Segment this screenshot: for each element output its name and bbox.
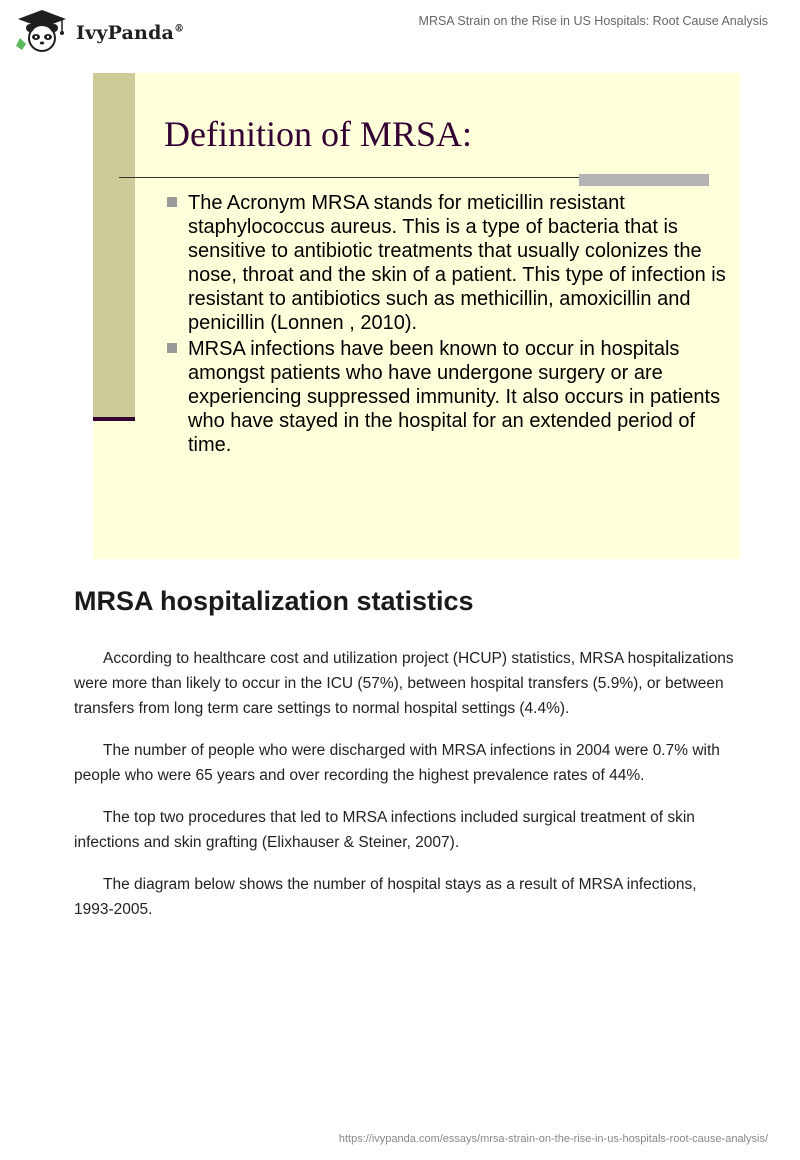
logo-wordmark <box>76 22 184 44</box>
registered-mark: ® <box>174 23 185 35</box>
footer-source-url[interactable]: https://ivypanda.com/essays/mrsa-strain-on-the-rise-in-us-hospitals-root-cause-analysis/ <box>338 1133 768 1145</box>
section-heading: MRSA hospitalization statistics <box>74 586 474 616</box>
slide-bullet-text: MRSA infections have been known to occur in hospitals amongst patients who have undergone surgery or are experiencing suppressed immunity. It also occurs in patients who have stayed in the hospital for an extended period of time. <box>188 338 721 456</box>
page-header <box>0 0 800 62</box>
ivypanda-logo[interactable] <box>14 8 184 57</box>
square-bullet-icon <box>167 197 177 207</box>
slide-bullet-text: The Acronym MRSA stands for meticillin resistant staphylococcus aureus. This is a type of bacteria that is sensitive to antibiotic treatments that usually colonizes the nose, throat and the skin of a patient. This type of infection is resistant to antibiotics such as methicillin, amoxicillin and penicillin (Lonnen , 2010). <box>188 192 726 334</box>
body-paragraph: The number of people who were discharged with MRSA infections in 2004 were 0.7% with people who were 65 years and over recording the highest prevalence rates of 44%. <box>74 742 720 784</box>
slide-accent-bar <box>93 73 135 418</box>
body-paragraph: The diagram below shows the number of hospital stays as a result of MRSA infections, 1993-2005. <box>74 876 697 918</box>
slide-bullet-list <box>166 191 726 459</box>
square-bullet-icon <box>167 343 177 353</box>
logo-text: IvyPanda <box>76 21 175 44</box>
slide-accent-bar-underline <box>93 417 135 421</box>
slide-bullet-item <box>166 191 726 335</box>
slide-title-rule-accent <box>579 174 709 186</box>
body-paragraph: According to healthcare cost and utilization project (HCUP) statistics, MRSA hospitalizations were more than likely to occur in the ICU (57%), between hospital transfers (5.9%), or between transfers from long term care settings to normal hospital settings (4.4%). <box>74 650 734 717</box>
article-body <box>74 646 734 939</box>
mrsa-definition-slide-image <box>93 73 740 559</box>
document-title: MRSA Strain on the Rise in US Hospitals: Root Cause Analysis <box>418 14 768 28</box>
slide-title: Definition of MRSA: <box>164 114 473 154</box>
body-paragraph: The top two procedures that led to MRSA infections included surgical treatment of skin infections and skin grafting (Elixhauser & Steiner, 2007). <box>74 809 695 851</box>
slide-bullet-item <box>166 337 726 457</box>
panda-graduate-icon <box>14 8 70 57</box>
